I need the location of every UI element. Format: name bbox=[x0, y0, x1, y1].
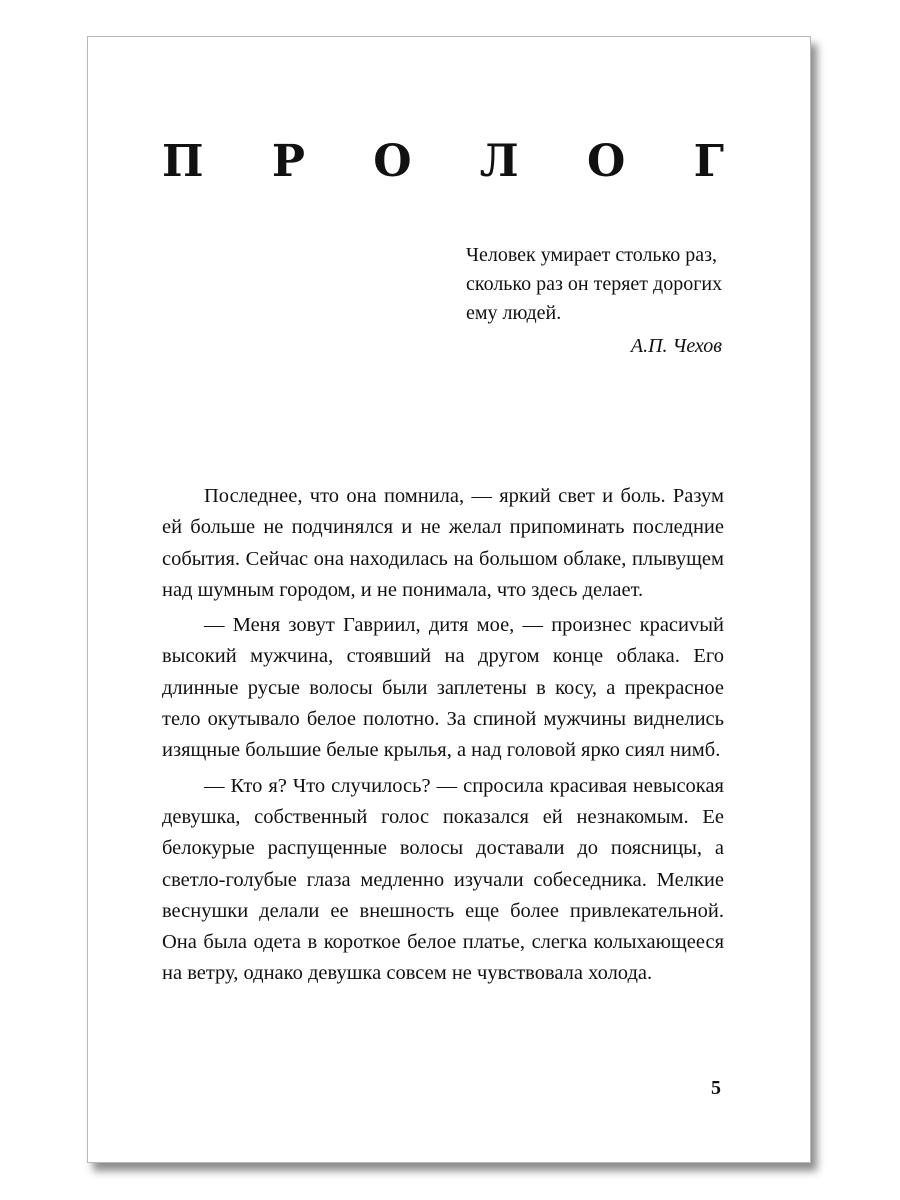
body-paragraph: Последнее, что она помнила, — яркий свет и боль. Разум ей больше не подчинялся и не желал припоминать последние события. Сейчас она находилась на большом облаке, плывущем над шумным городом, и не понимала, что здесь делает. bbox=[162, 485, 724, 601]
chapter-title-letter: О bbox=[586, 136, 626, 187]
chapter-title-letter: Л bbox=[479, 136, 519, 187]
chapter-title bbox=[162, 138, 724, 186]
chapter-title-letter: Р bbox=[271, 136, 305, 187]
body-paragraph: — Кто я? Что случилось? — спросила красивая невысокая девушка, собственный голос показался ей незнакомым. Ее белокурые распущенные волосы доставали до поясницы, а светло-голубые глаза медленно изучали собеседника. Мелкие веснушки делали ее внешность еще более привлекательной. Она была одета в короткое белое платье, слегка колыхающееся на ветру, однако девушка совсем не чувствовала холода. bbox=[162, 774, 724, 985]
chapter-title-letter: Г bbox=[693, 136, 724, 187]
epigraph-quote: Человек умирает столько раз, сколько раз он теряет дорогих ему людей. bbox=[466, 244, 723, 324]
chapter-title-letter: П bbox=[162, 136, 204, 187]
body-paragraph: — Меня зовут Гавриил, дитя мое, — произнес красиvый высокий мужчина, стоявший на другом конце облака. Его длинные русые волосы были заплетены в косу, а прекрасное тело окутывало белое полотно. За спиной мужчины виднелись изящные большие белые крылья, а над головой ярко сиял нимб. bbox=[162, 614, 724, 762]
chapter-title-letter: О bbox=[373, 136, 412, 187]
book-page bbox=[87, 36, 811, 1163]
chapter-body bbox=[162, 481, 724, 994]
page-number: 5 bbox=[711, 1077, 721, 1099]
epigraph bbox=[466, 241, 746, 361]
epigraph-author: А.П. Чехов bbox=[630, 335, 722, 357]
